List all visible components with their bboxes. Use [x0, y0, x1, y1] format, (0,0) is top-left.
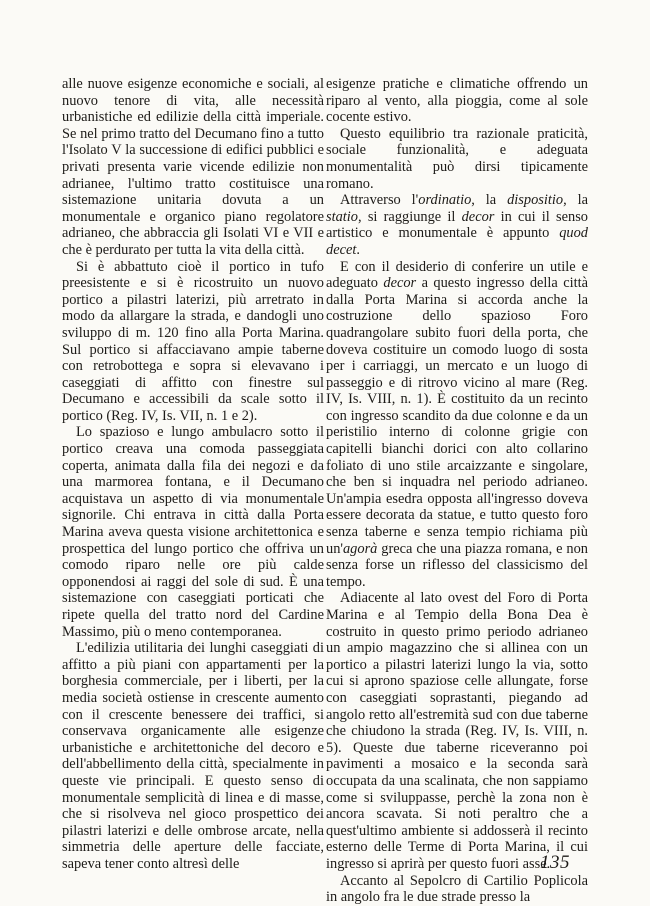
paragraph	[62, 424, 324, 640]
text-run: , la	[563, 192, 588, 209]
right-column	[326, 76, 588, 906]
text-run: Adiacente al lato ovest del Foro di Porta Marina e al Tempio della Bona Dea è costruito in questo primo periodo adrianeo un ampio magazzino che si allinea con un portico a pilastri laterizi lungo la via, sotto cui si aprono spaziose celle allungate, forse con caseggiati soprastanti, piegando ad angolo retto all'estremità sud con due taberne che chiudono la strada (Reg. IV, Is. VIII, n. 5). Queste due taberne riceveranno poi pavimenti a mosaico e la seconda sarà occupata da una scalinata, che non sappiamo come si sviluppasse, perchè la zona non è ancora scavata. Si noti peraltro che a quest'ultimo ambiente si addosserà il recinto esterno delle Terme di Porta Marina, il cui ingresso si aprirà per questo fuori asse.	[326, 590, 588, 872]
text-run: a questo ingresso della città dalla Porta Marina si accorda anche la costruzione dello spazioso Foro quadrangolare subito fuori della porta, che doveva costituire un comodo luogo di sosta per i carriaggi, un mercato e un luogo di passeggio e di ritrovo vicino al mare (Reg. IV, Is. VIII, n. 1). È costituito da un recinto con ingresso scandito da due colonne e da un peristilio interno di colonne grigie con capitelli bianchi dorici con alto collarino foliato di uno stile arcaizzante e singolare, che ben si inquadra nel periodo adrianeo. Un'ampia esedra opposta all'ingresso doveva essere decorata da statue, e tutto questo foro senza taberne e senza tempio richiama più un'	[326, 275, 588, 557]
italic-term: decor	[383, 275, 417, 292]
paragraph	[326, 192, 588, 258]
italic-term: decor	[461, 208, 495, 225]
italic-term: dispositio	[507, 192, 564, 209]
text-run: alle nuove esigenze economiche e sociali, al nuovo tenore di vita, alle necessità urbanistiche ed edilizie della città imperiale. Se nel primo tratto del Decumano fino a tutto l'Isolato V la successione di edifici pubblici e privati presenta varie vicende edilizie non adrianee, l'ultimo tratto costituisce una sistemazione unitaria dovuta a un monumentale e organico piano regolatore adrianeo, che abbraccia gli Isolati VI e VII e che è perdurato per tutta la vita della città.	[62, 76, 324, 258]
paragraph	[62, 640, 324, 872]
italic-term: statio	[326, 208, 358, 225]
italic-term: quod decet	[326, 225, 588, 258]
text-run: .	[356, 241, 360, 258]
paragraph	[62, 259, 324, 425]
text-run: Si è abbattuto cioè il portico in tufo preesistente e si è ricostruito un nuovo portico a pilastri laterizi, più arretrato in modo da allargare la strada, e dandogli uno sviluppo di m. 120 fino alla Porta Marina. Sul portico si affacciavano ampie taberne con retrobottega e sopra si elevavano i caseggiati di affitto con finestre sul Decumano e accessibili da scale sotto il portico (Reg. IV, Is. VII, n. 1 e 2).	[62, 258, 324, 424]
text-run: greca che una piazza romana, e non senza forse un riflesso del classicismo del tempo.	[326, 540, 588, 590]
text-run: esigenze pratiche e climatiche offrendo un riparo al vento, alla pioggia, come al sole cocente estivo.	[326, 76, 588, 126]
text-run: Accanto al Sepolcro di Cartilio Poplicola in angolo fra le due strade presso la	[326, 872, 588, 906]
text-run: Attraverso l'	[340, 192, 419, 209]
text-run: E con il desiderio di conferire un utile e adeguato	[326, 258, 588, 292]
text-run: , si raggiunge il	[358, 208, 462, 225]
text-run: Questo equilibrio tra razionale praticità, sociale funzionalità, e adeguata monumentalità può dirsi tipicamente romano.	[326, 125, 588, 192]
left-column	[62, 76, 324, 873]
text-run: L'edilizia utilitaria dei lunghi caseggiati di affitto a più piani con appartamenti per la borghesia commerciale, per i liberti, per la media società ostiense in crescente aumento con il crescente benessere dei traffici, si conservava organicamente alle esigenze urbanistiche e architettoniche del decoro e dell'abbellimento della città, specialmente in queste vie principali. E questo senso di monumentale semplicità di linea e di masse, che si risolveva nel gioco prospettico dei pilastri laterizi e delle ombrose arcate, nella simmetria delle aperture delle facciate, sapeva tener conto altresì delle	[62, 640, 324, 872]
paragraph	[62, 76, 324, 259]
paragraph	[326, 873, 588, 906]
paragraph	[326, 76, 588, 126]
text-run: Lo spazioso e lungo ambulacro sotto il portico creava una comoda passeggiata coperta, animata dalla fila dei negozi e da una marmorea fontana, e il Decumano acquistava un aspetto di via monumentale signorile. Chi entrava in città dalla Porta Marina aveva questa visione architettonica e prospettica del lungo portico che offriva un comodo riparo nelle ore più calde opponendosi ai raggi del sole di sud. È una sistemazione con caseggiati porticati che ripete quella del tratto nord del Cardine Massimo, più o meno contemporanea.	[62, 424, 324, 640]
paragraph	[326, 126, 588, 192]
paragraph	[326, 590, 588, 872]
italic-term: agorà	[342, 540, 378, 557]
italic-term: ordinatio	[418, 192, 472, 209]
paragraph	[326, 259, 588, 591]
page-number: 135	[540, 852, 570, 873]
text-run: in cui il senso artistico e monumentale è appunto	[326, 208, 588, 242]
text-run: , la	[471, 192, 508, 209]
